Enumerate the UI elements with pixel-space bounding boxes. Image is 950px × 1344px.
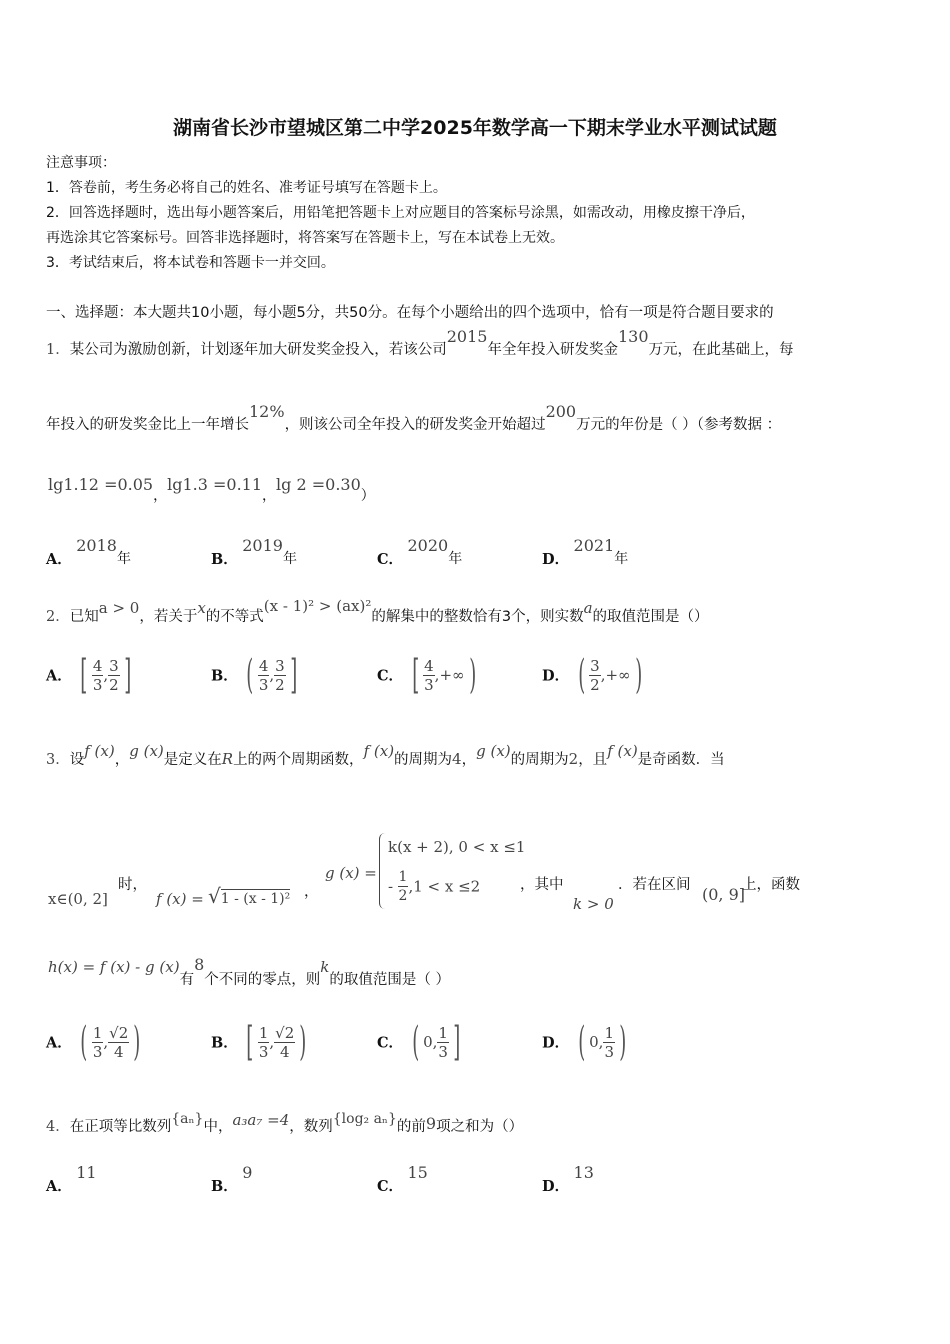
- q4-text: 的前: [396, 1119, 426, 1135]
- q1-text: 某公司为激励创新，计划逐年加大研发奖金投入，若该公司: [69, 342, 447, 358]
- q4-condition: a₃a₇ =4: [232, 1111, 290, 1129]
- q3-text-when: 时，: [118, 877, 147, 893]
- q1-line1: [46, 327, 794, 359]
- option-letter: A．: [46, 1034, 72, 1052]
- option-comma: ,: [269, 1033, 275, 1051]
- q2-text: 已知: [69, 609, 99, 625]
- q4-term-count: 9: [425, 1114, 437, 1133]
- option-bracket: ): [299, 1019, 307, 1065]
- option-value: 9: [242, 1163, 253, 1182]
- q3-text: 有: [179, 972, 195, 988]
- option-suffix: 年: [614, 551, 629, 567]
- fraction-numerator: 3: [275, 656, 285, 675]
- option-letter: B．: [211, 1034, 238, 1052]
- q4-sequence: {aₙ}: [171, 1111, 204, 1127]
- q3-R: R: [221, 750, 234, 768]
- option-suffix: 年: [282, 551, 297, 567]
- option-fraction: [258, 657, 270, 694]
- option-bracket: [: [246, 1019, 254, 1065]
- q4-line: [46, 1111, 524, 1136]
- q1-option-a[interactable]: [46, 535, 131, 568]
- option-bracket: (: [246, 652, 254, 698]
- notice-heading: 注意事项：: [46, 155, 116, 171]
- q3-k-cond: k > 0: [573, 895, 614, 913]
- q2-option-c[interactable]: [377, 652, 480, 698]
- q3-text: ，: [461, 752, 477, 768]
- q2-text: 的不等式: [205, 609, 264, 625]
- option-comma: ,: [269, 666, 275, 684]
- fraction-denominator: 3: [604, 1042, 614, 1061]
- q3-text: 上的两个周期函数，: [233, 752, 364, 768]
- q3-h-def: h(x) = f (x) - g (x): [48, 958, 180, 976]
- q1-ref-2: lg1.3 =0.11: [167, 475, 263, 494]
- fraction-numerator: √2: [275, 1023, 295, 1042]
- q1-text: 年全年投入研发奖金: [487, 342, 618, 358]
- option-comma: ,: [103, 666, 109, 684]
- q3-number: 3．: [46, 752, 70, 768]
- q2-inequality: (x - 1)² > (ax)²: [263, 597, 372, 615]
- q1-text: 万元的年份是（ ）（参考数据 ：: [576, 417, 782, 433]
- piece-sign: -: [388, 877, 394, 896]
- fraction-denominator: 2: [590, 675, 600, 694]
- q3-g: g (x): [476, 742, 511, 760]
- q3-k: k: [320, 958, 330, 976]
- fraction-denominator: 3: [92, 675, 103, 694]
- option-fraction: [108, 657, 120, 694]
- option-fraction: [423, 657, 435, 694]
- q3-sqrt-body: 1 - (x - 1)²: [220, 891, 291, 907]
- q2-text: 的解集中的整数恰有3个，则实数: [371, 609, 584, 625]
- option-bracket: ): [133, 1019, 141, 1065]
- option-fraction: [589, 657, 601, 694]
- option-bracket: [: [411, 652, 419, 698]
- q3-text: 是奇函数．当: [637, 752, 725, 768]
- q4-text: ，数列: [289, 1119, 333, 1135]
- option-fraction: [92, 1024, 104, 1061]
- q3-f: f (x): [607, 742, 638, 760]
- q2-var-a: a: [583, 599, 593, 617]
- q1-number: 1．: [46, 342, 70, 358]
- option-letter: C．: [377, 1178, 404, 1195]
- q3-line3: [48, 955, 450, 988]
- option-fraction: [274, 1024, 295, 1061]
- notice-item-2-cont: 再选涂其它答案标号。回答非选择题时，将答案写在答题卡上，写在本试卷上无效。: [46, 230, 564, 246]
- q3-text: 是定义在: [163, 752, 222, 768]
- option-fraction: [274, 657, 286, 694]
- q1-ref-3: lg 2 =0.30: [276, 475, 361, 494]
- q3-text: 的周期为: [394, 752, 453, 768]
- q3-text-interval: ．若在区间: [618, 877, 691, 893]
- q1-text: ，则该公司全年投入的研发奖金开始超过: [284, 417, 546, 433]
- q3-period-4: 4: [452, 750, 462, 768]
- fraction-denominator: 3: [92, 1042, 103, 1061]
- q3-option-b[interactable]: [211, 1019, 311, 1065]
- option-fraction: [108, 1024, 129, 1061]
- q1-amount: 130: [617, 327, 649, 346]
- q2-text: ，若关于: [139, 609, 198, 625]
- q1-ref-1: lg1.12 =0.05: [48, 475, 154, 494]
- option-letter: C．: [377, 667, 404, 685]
- option-fraction: [92, 657, 104, 694]
- q1-text: 年投入的研发奖金比上一年增长: [46, 417, 249, 433]
- option-bracket: (: [577, 1019, 585, 1065]
- option-letter: C．: [377, 551, 404, 568]
- option-infinity: +∞: [605, 666, 631, 684]
- q3-line1: [46, 742, 725, 769]
- q4-option-c[interactable]: [377, 1162, 428, 1195]
- sqrt-icon: √: [208, 884, 221, 908]
- option-bracket: [: [80, 652, 88, 698]
- fraction-denominator: 2: [109, 675, 119, 694]
- q4-option-b[interactable]: [211, 1162, 253, 1195]
- option-comma: ,: [600, 666, 606, 684]
- q2-cond: a > 0: [98, 599, 140, 617]
- option-zero: 0,: [423, 1033, 438, 1051]
- q2-number: 2．: [46, 609, 70, 625]
- option-infinity: +∞: [439, 666, 465, 684]
- option-bracket: (: [577, 652, 585, 698]
- q3-f: f (x): [363, 742, 395, 760]
- q2-var-x: x: [197, 599, 206, 617]
- option-letter: D．: [542, 1034, 570, 1052]
- option-letter: A．: [46, 667, 72, 685]
- option-letter: C．: [377, 1034, 404, 1052]
- q2-line: [46, 597, 709, 626]
- fraction-numerator: 1: [604, 1023, 614, 1042]
- q3-text: ，: [114, 752, 130, 768]
- option-value: 2018: [76, 536, 117, 555]
- option-comma: ,: [434, 666, 440, 684]
- option-fraction: [437, 1024, 449, 1061]
- q1-option-d[interactable]: [542, 535, 629, 568]
- q3-option-d[interactable]: [542, 1019, 631, 1065]
- q3-text: 个不同的零点，则: [204, 972, 321, 988]
- q3-text-where: ，其中: [520, 877, 564, 893]
- q3-text-function: 上，函数: [742, 877, 800, 893]
- q3-option-a[interactable]: [46, 1019, 145, 1065]
- q4-number: 4．: [46, 1119, 70, 1135]
- q1-text: 万元，在此基础上，每: [648, 342, 794, 358]
- q3-interval: (0, 9]: [702, 885, 746, 904]
- q1-option-c[interactable]: [377, 535, 463, 568]
- fraction-denominator: 4: [113, 1042, 124, 1061]
- q3-g: g (x): [129, 742, 164, 760]
- q3-brace-icon: [379, 833, 388, 909]
- q2-text: 的取值范围是（）: [592, 609, 709, 625]
- q2-option-d[interactable]: [542, 652, 646, 698]
- piece-fraction: [398, 868, 409, 905]
- page-title: 湖南省长沙市望城区第二中学2025年数学高一下期末学业水平测试试题: [173, 117, 777, 139]
- option-letter: D．: [542, 667, 570, 685]
- q3-zero-count: 8: [194, 955, 205, 974]
- option-suffix: 年: [448, 551, 463, 567]
- q3-piece-2: [388, 868, 480, 905]
- q4-option-d[interactable]: [542, 1162, 594, 1195]
- fraction-numerator: 1: [398, 869, 408, 885]
- option-bracket: ]: [123, 652, 132, 698]
- q1-line2: [46, 402, 782, 434]
- option-bracket: (: [411, 1019, 419, 1065]
- option-letter: B．: [211, 551, 238, 568]
- notice-item-3: 3．考试结束后，将本试卷和答题卡一并交回。: [46, 255, 335, 271]
- fraction-numerator: √2: [109, 1023, 129, 1042]
- fraction-numerator: 1: [258, 1023, 269, 1042]
- fraction-denominator: 4: [279, 1042, 290, 1061]
- fraction-numerator: 4: [424, 656, 434, 675]
- option-value: 2020: [407, 536, 449, 555]
- option-bracket: ]: [289, 652, 298, 698]
- fraction-denominator: 3: [438, 1042, 448, 1061]
- q1-year: 2015: [446, 327, 488, 346]
- option-bracket: ): [619, 1019, 627, 1065]
- option-bracket: ): [634, 652, 642, 698]
- fraction-denominator: 2: [398, 888, 408, 904]
- q3-option-c[interactable]: [377, 1019, 465, 1065]
- q3-domain: x∈(0, 2]: [48, 890, 108, 908]
- fraction-numerator: 3: [590, 656, 600, 675]
- q3-text: 的取值范围是（ ）: [329, 972, 450, 988]
- q3-text: ，且: [578, 752, 608, 768]
- option-fraction: [603, 1024, 615, 1061]
- option-zero: 0,: [589, 1033, 604, 1051]
- option-value: 13: [573, 1163, 594, 1182]
- option-bracket: (: [80, 1019, 88, 1065]
- option-comma: ,: [103, 1033, 109, 1051]
- option-fraction: [258, 1024, 270, 1061]
- fraction-numerator: 1: [92, 1023, 103, 1042]
- q4-text: 在正项等比数列: [69, 1119, 172, 1135]
- option-letter: A．: [46, 1178, 72, 1195]
- option-value: 15: [407, 1163, 428, 1182]
- option-value: 2019: [242, 536, 283, 555]
- q3-f-def: f (x) =: [156, 890, 204, 908]
- q3-comma: ，: [304, 884, 319, 900]
- fraction-denominator: 3: [258, 675, 269, 694]
- notice-item-2: 2．回答选择题时，选出每小题答案后，用铅笔把答题卡上对应题目的答案标号涂黑，如需改动，用橡皮擦干净后，: [46, 205, 755, 221]
- fraction-numerator: 4: [92, 656, 103, 675]
- q3-text: 的周期为: [510, 752, 569, 768]
- option-value: 2021: [573, 536, 615, 555]
- q4-text: 中，: [203, 1119, 233, 1135]
- option-letter: D．: [542, 551, 570, 568]
- fraction-numerator: 4: [258, 656, 269, 675]
- q1-option-b[interactable]: [211, 535, 297, 568]
- q3-f: f (x): [84, 742, 115, 760]
- fraction-denominator: 3: [424, 675, 434, 694]
- fraction-numerator: 3: [109, 656, 119, 675]
- option-letter: D．: [542, 1178, 570, 1195]
- q4-text: 项之和为（）: [436, 1119, 524, 1135]
- q1-rate: 12%: [249, 402, 285, 421]
- option-letter: B．: [211, 1178, 238, 1195]
- fraction-denominator: 3: [258, 1042, 269, 1061]
- q3-piece-1: k(x + 2), 0 < x ≤1: [388, 838, 526, 856]
- q1-comma: ，: [153, 488, 168, 504]
- section-heading: 一、选择题：本大题共10小题，每小题5分，共50分。在每个小题给出的四个选项中，恰有一项是符合题目要求的: [46, 305, 774, 321]
- q1-target: 200: [545, 402, 577, 421]
- option-value: 11: [76, 1163, 97, 1182]
- option-bracket: ): [468, 652, 476, 698]
- q4-log-sequence: {log₂ aₙ}: [332, 1111, 397, 1127]
- fraction-denominator: 2: [275, 675, 285, 694]
- notice-item-1: 1．答卷前，考生务必将自己的姓名、准考证号填写在答题卡上。: [46, 180, 447, 196]
- q4-option-a[interactable]: [46, 1162, 97, 1195]
- q1-close: ）: [360, 488, 375, 504]
- q3-text: 设: [69, 752, 85, 768]
- option-suffix: 年: [116, 551, 131, 567]
- q3-sqrt: [208, 884, 290, 908]
- fraction-numerator: 1: [438, 1023, 448, 1042]
- q2-option-b[interactable]: [211, 652, 301, 698]
- q2-option-a[interactable]: [46, 652, 135, 698]
- q3-g-def: g (x) =: [325, 864, 377, 882]
- q3-period-2: 2: [568, 750, 579, 768]
- option-letter: A．: [46, 551, 72, 568]
- q1-comma: ，: [262, 488, 277, 504]
- option-bracket: ]: [453, 1019, 461, 1065]
- option-letter: B．: [211, 667, 238, 685]
- q1-reference: [48, 475, 375, 504]
- piece-condition: ,1 < x ≤2: [408, 877, 481, 896]
